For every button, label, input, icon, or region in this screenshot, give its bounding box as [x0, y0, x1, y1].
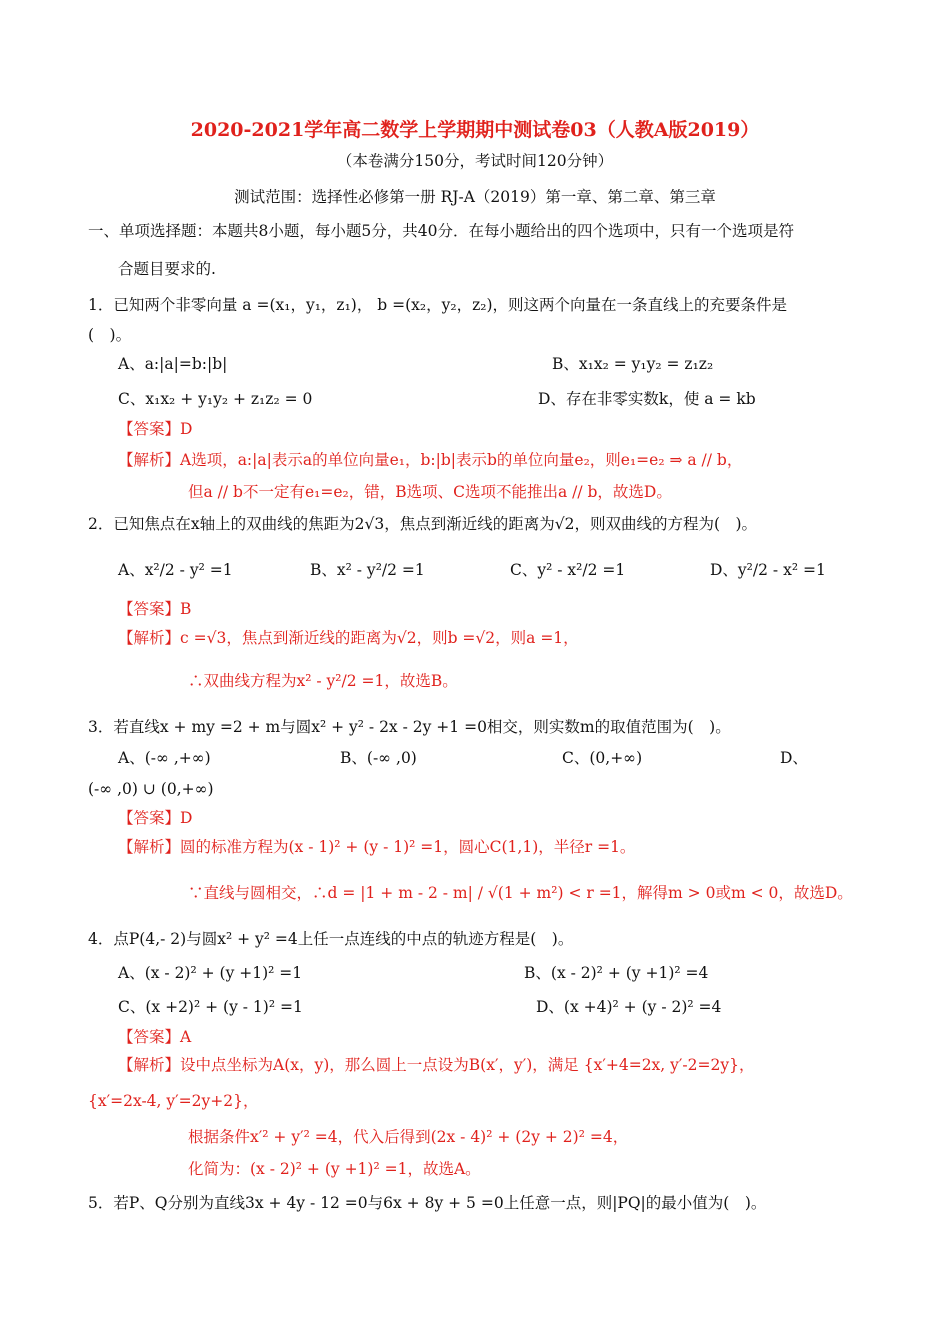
question-4-option-d: D、(x +4)² + (y - 2)² =4: [536, 998, 722, 1016]
question-1-option-b: B、x₁x₂ = y₁y₂ = z₁z₂: [552, 355, 714, 373]
question-4-answer: 【答案】A: [118, 1028, 192, 1046]
question-3-analysis-line2: ∵直线与圆相交，∴d = |1 + m - 2 - m| / √(1 + m²) < r =1，解得m > 0或m < 0，故选D。: [188, 884, 853, 902]
question-1-stem: 1．已知两个非零向量 a =(x₁，y₁，z₁)， b =(x₂，y₂，z₂)，则这两个向量在一条直线上的充要条件是: [88, 296, 788, 314]
question-4-stem: 4．点P(4,- 2)与圆x² + y² =4上任一点连线的中点的轨迹方程是( )。: [88, 930, 574, 948]
question-4-option-c: C、(x +2)² + (y - 1)² =1: [118, 998, 303, 1016]
question-2-answer: 【答案】B: [118, 600, 192, 618]
question-4-analysis-line1: 【解析】设中点坐标为A(x，y)，那么圆上一点设为B(x′，y′)，满足 {x′+4=2x, y′-2=2y}，: [118, 1056, 755, 1074]
question-4-analysis-line2: {x′=2x-4, y′=2y+2}，: [88, 1092, 259, 1110]
question-1-option-a: A、a:|a|=b:|b|: [118, 355, 228, 373]
test-scope: 测试范围：选择性必修第一册 RJ-A（2019）第一章、第二章、第三章: [234, 188, 716, 206]
section-intro-line1: 一、单项选择题：本题共8小题，每小题5分，共40分．在每小题给出的四个选项中，只有一个选项是符: [88, 222, 794, 240]
question-2-option-c: C、y² - x²/2 =1: [510, 561, 626, 579]
question-4-analysis-line3: 根据条件x′² + y′² =4，代入后得到(2x - 4)² + (2y + 2)² =4，: [188, 1128, 629, 1146]
question-3-option-b: B、(-∞ ,0): [340, 749, 417, 767]
question-4-option-a: A、(x - 2)² + (y +1)² =1: [118, 964, 303, 982]
question-1-answer: 【答案】D: [118, 420, 193, 438]
question-3-analysis-line1: 【解析】圆的标准方程为(x - 1)² + (y - 1)² =1，圆心C(1,1)，半径r =1。: [118, 838, 636, 856]
question-3-option-a: A、(-∞ ,+∞): [118, 749, 211, 767]
question-2-analysis-line2: ∴双曲线方程为x² - y²/2 =1，故选B。: [188, 672, 458, 690]
question-5-stem: 5．若P、Q分别为直线3x + 4y - 12 =0与6x + 8y + 5 =0上任意一点，则|PQ|的最小值为( )。: [88, 1194, 767, 1212]
question-3-stem: 3．若直线x + my =2 + m与圆x² + y² - 2x - 2y +1 =0相交，则实数m的取值范围为( )。: [88, 718, 731, 736]
question-2-option-a: A、x²/2 - y² =1: [118, 561, 233, 579]
question-1-analysis-line1: 【解析】A选项，a:|a|表示a的单位向量e₁，b:|b|表示b的单位向量e₂，则e₁=e₂ ⇒ a // b，: [118, 451, 743, 469]
page-title: 2020-2021学年高二数学上学期期中测试卷03（人教A版2019）: [190, 119, 760, 141]
question-3-answer: 【答案】D: [118, 809, 193, 827]
question-4-analysis-line4: 化简为：(x - 2)² + (y +1)² =1，故选A。: [188, 1160, 481, 1178]
question-2-option-d: D、y²/2 - x² =1: [710, 561, 826, 579]
question-2-stem: 2．已知焦点在x轴上的双曲线的焦距为2√3，焦点到渐近线的距离为√2，则双曲线的方程为( )。: [88, 515, 758, 533]
question-3-option-d-value: (-∞ ,0) ∪ (0,+∞): [88, 780, 214, 798]
question-1-option-c: C、x₁x₂ + y₁y₂ + z₁z₂ = 0: [118, 390, 313, 408]
section-intro-line2: 合题目要求的.: [118, 260, 216, 278]
question-2-option-b: B、x² - y²/2 =1: [310, 561, 425, 579]
question-1-option-d: D、存在非零实数k，使 a = kb: [538, 390, 756, 408]
page-subtitle: （本卷满分150分，考试时间120分钟）: [336, 152, 614, 170]
question-3-option-c: C、(0,+∞): [562, 749, 643, 767]
question-1-analysis-line2: 但a // b不一定有e₁=e₂，错，B选项、C选项不能推出a // b，故选D。: [188, 483, 672, 501]
question-3-option-d: D、: [780, 749, 808, 767]
question-4-option-b: B、(x - 2)² + (y +1)² =4: [524, 964, 709, 982]
question-2-analysis-line1: 【解析】c =√3，焦点到渐近线的距离为√2，则b =√2，则a =1，: [118, 629, 579, 647]
question-1-stem-cont: ( )。: [88, 326, 132, 344]
